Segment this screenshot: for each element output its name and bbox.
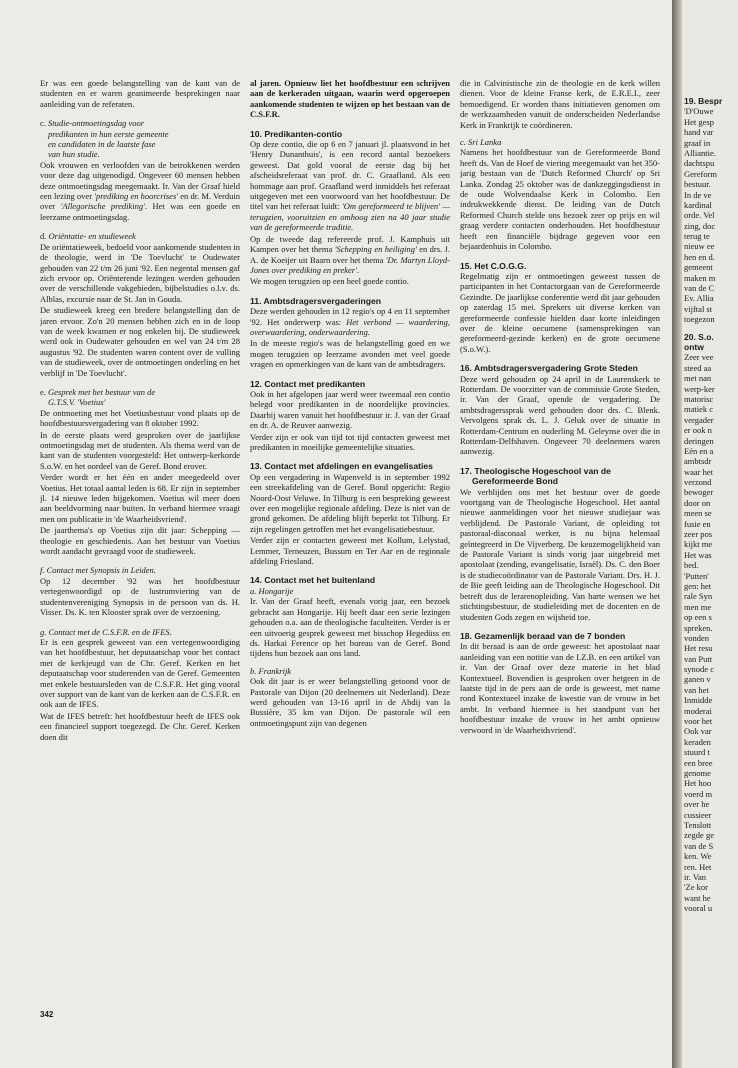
facing-page-line: op een s <box>684 612 712 623</box>
facing-page-line: zegde ge <box>684 830 714 841</box>
facing-page-line: matiek c <box>684 404 714 415</box>
paragraph: In de meeste regio's was de belangstelling goed en we mogen terugzien op leerzame avonden met veel goede vragen en opmerkingen van de kant van de ambtsdragers. <box>250 338 450 370</box>
facing-page-line: want he <box>684 892 711 903</box>
facing-page-edge <box>682 0 738 1068</box>
facing-page-line: ir. Van <box>684 871 707 882</box>
paragraph: Verder zijn er contacten geweest met Kollum, Lelystad, Lemmer, Terneuzen, Bussum en Ter Aar en de regionale afdeling Friesland. <box>250 535 450 567</box>
paragraph: In dit beraad is aan de orde geweest: het apostolaat naar aanleiding van een notitie van de I.Z.B. en een artikel van ir. Van der Graaf over deze materie in het blad Kontextueel. Bovendien is gesproken over hetgeen in de laatste tijd in de pers aan de orde is geweest, met name rond Kontextueel inzake de kwestie van de vrouw in het ambt. In verband hiermee is het standpunt van het hoofdbestuur inzake de vrouw in het ambt opnieuw verwoord in 'de Waarheidsvriend'. <box>460 641 660 735</box>
facing-page-line: gen: het <box>684 580 712 591</box>
paragraph: De jaarthema's op Voetius zijn dit jaar: Schepping — theologie en geschiedenis. Aan het bestuur van Voetius wordt aandacht gevraagd voor de studieweek. <box>40 525 240 557</box>
paragraph: We verblijden ons met het bestuur over de goede voortgang van de Theologische Hogeschool. Het aantal nieuwe aanmeldingen voor het nieuwe studiejaar was verblijdend. De Pastorale Variant, de opleiding tot pastoraal-diaconaal werker, is nu bijna helemaal geïntegreerd in De Vijverberg. De keuzemogelijkheid van de Pastorale Variant is sinds vorig jaar uitgebreid met apostolaat (zending, evangelisatie, Israël). Ds. C. den Boer is de studiecoördinator van de Pastorale Variant. Drs. H. J. de Bie geeft leiding aan de Theologische Hogeschool. Dit betreft dus de lerarenopleiding. Van harte wensen we het stichtingsbestuur, de studieleiding met de docenten en de studenten Gods zegen en wijsheid toe. <box>460 486 660 622</box>
paragraph: Deze werden gehouden in 12 regio's op 4 en 11 september '92. Het onderwerp was: Het verbond — waardering, overwaardering, onderwaardering. <box>250 306 450 337</box>
facing-page-line <box>684 325 738 332</box>
facing-page-line: vergader <box>684 414 714 425</box>
paragraph: De ontmoeting met het Voetiusbestuur vond plaats op de hoofdbestuursvergadering van 8 oktober 1992. <box>40 407 240 429</box>
subsection-heading: c. Sri Lanka <box>460 137 502 148</box>
facing-page-line: fusie en <box>684 518 711 529</box>
paragraph: Ir. Van der Graaf heeft, evenals vorig jaar, een bezoek gebracht aan Hongarije. Hij heeft daar een serie lezingen gehouden o.a. aan de theologische faculteiten. Verder is er een uitvoerig gesprek geweest met bisschop Hegedüss en ds. Harkai Ference op het bureau van de Geref. Bond tijdens hun bezoek aan ons land. <box>250 596 450 659</box>
paragraph: Verder wordt er het één en ander meegedeeld over Voetius. Het totaal aantal leden is 68. Er zijn in september jl. 14 nieuwe leden bijgekomen. Voetius wil meer doen aan beeldvorming naar buiten. In verband hiermee vraagt men om publicatie in 'de Waarheidsvriend'. <box>40 472 240 524</box>
facing-page-line: Het resu <box>684 643 713 654</box>
facing-page-line: met nan <box>684 373 712 384</box>
facing-page-line: van Putt <box>684 653 713 664</box>
facing-page-line: ken. We <box>684 851 712 862</box>
facing-page-line: cussieer <box>684 809 712 820</box>
facing-page-line: synode c <box>684 664 714 675</box>
facing-page-line: over he <box>684 799 710 810</box>
paragraph: In de eerste plaats werd gesproken over de jaarlijkse ontmoetingsdag met de studenten. Als thema werd van de kant van de studenten voorgesteld: Het ontwerp-kerkorde S.o.W. en het oordeel van de Geref. Bond erover. <box>40 429 240 471</box>
paragraph: al jaren. Opnieuw liet het hoofdbestuur een schrijven aan de kerkeraden uitgaan, waarin werd opgeroepen aankomende studenten te wijzen op het bestaan van de C.S.F.R. <box>250 78 450 120</box>
paragraph: De studieweek kreeg een bredere belangstelling dan de jaren ervoor. Zo'n 20 mensen hebben zich en in de loop van de week kwamen er nog enkelen bij. De studieweek werd ook in Oudewater gehouden en wel van 24 t/m 28 augustus '92. De studenten waren content over de vulling van de studieweek, over de ontmoetingen onderling en het verblijf in 'De Toevlucht'. <box>40 305 240 378</box>
facing-page-line: Eén en a <box>684 445 714 456</box>
facing-page-line: bed. <box>684 560 699 571</box>
facing-page-line: zing, doc <box>684 220 716 231</box>
subsection-d-heading: d. Oriëntatie- en studieweek <box>40 231 136 242</box>
facing-page-line: genome <box>684 768 711 778</box>
subsection-heading: a. Hongarije <box>250 585 294 596</box>
facing-page-line: waar het <box>684 466 714 477</box>
text-column-3 <box>460 78 660 1018</box>
section-12-heading: 12. Contact met predikanten <box>250 378 366 389</box>
section-10-heading: 10. Predikanten-contio <box>250 128 343 139</box>
facing-page-line: vijftal st <box>684 303 713 314</box>
facing-page-line: 20. S.o. <box>684 331 714 342</box>
paragraph: Ook vrouwen en verloofden van de betrokkenen werden voor deze dag uitgenodigd. Ongeveer 60 mensen hebben deze ontmoetingsdag meegemaakt. Ir. Van der Graaf hield een lezing over 'prediking en hoorcrises' en dr. M. Verduin over 'Allegorische prediking'. Het was een goede en leerzame ontmoetingsdag. <box>40 159 240 222</box>
facing-page-line: verzond <box>684 477 712 488</box>
facing-page-line: hand var <box>684 127 714 138</box>
facing-page-line: voor het <box>684 716 713 727</box>
subsection-c-heading: c. Studie-ontmoetingsdag voor predikanten in hun eerste gemeente en candidaten in de laatste fase van hun studie. <box>40 118 169 160</box>
facing-page-line: gemeent <box>684 262 713 273</box>
facing-page-line: vooral u <box>684 903 713 914</box>
facing-page-line: matorisc <box>684 393 714 404</box>
facing-page-line: ganen v <box>684 674 711 685</box>
facing-page-line: voerd m <box>684 788 713 799</box>
facing-page-line: een bree <box>684 757 713 768</box>
facing-page-line: door on <box>684 497 711 508</box>
text-column-1 <box>40 78 240 1018</box>
facing-page-line: graaf in <box>684 137 711 148</box>
facing-page-line: stuurd t <box>684 747 710 758</box>
facing-page-line: kardinal <box>684 199 712 210</box>
facing-page-line: kijkt me <box>684 539 713 550</box>
facing-page-line: nieuw ee <box>684 241 715 252</box>
facing-page-line: 'D'Ouwe <box>684 106 714 117</box>
facing-page-line: 'Ze kor <box>684 882 708 893</box>
facing-page-line: Inmidde <box>684 695 713 706</box>
facing-page-line: ambtsdr <box>684 456 712 467</box>
text-column-2 <box>250 78 450 1018</box>
facing-page-line: bestuur. <box>684 179 711 190</box>
paragraph: De oriëntatieweek, bedoeld voor aankomende studenten in de theologie, werd in 'De Toevlucht' te Oudewater gehouden van 22 t/m 26 juni '92. Een negental mensen gaf zich ervoor op. Oriënterende lezingen werden gehouden over de verschillende vakgebieden, bijbelstudies o.l.v. ds. Alblas, excursie naar de St. Jan in Gouda. <box>40 241 240 304</box>
paragraph: Op de tweede dag refereerde prof. J. Kamphuis uit Kampen over het thema 'Schepping en heiliging' en drs. J. A. de Koeijer uit Baarn over het thema 'Dr. Martyn Lloyd-Jones over prediking en preker'. <box>250 233 450 275</box>
paragraph: die in Calvinistische zin de theologie en de kerk willen dienen. Voor de kleine Franse kerk, de E.R.E.I., zeer bemoedigend. Er worden thans initiatieven genomen om de werkzaamheden vanuit de onderscheiden Nederlandse Kerk in Frankrijk te coördineren. <box>460 78 660 130</box>
facing-page-line: Het hoo <box>684 778 712 789</box>
facing-page-line: spreken. <box>684 622 713 633</box>
facing-page-line: vonden <box>684 632 710 643</box>
facing-page-line: meen se <box>684 508 712 519</box>
facing-page-line: Gereform <box>684 168 718 179</box>
facing-page-line: bewoger <box>684 487 714 498</box>
facing-page-text <box>684 96 738 913</box>
facing-page-line: dachtspu <box>684 158 715 169</box>
facing-page-line: terug te <box>684 231 710 242</box>
facing-page-line: toegezon <box>684 314 715 325</box>
section-11-heading: 11. Ambtsdragersvergaderingen <box>250 295 382 306</box>
facing-page-line: In de ve <box>684 189 712 200</box>
facing-page-line: keraden <box>684 736 711 747</box>
paragraph: Wat de IFES betreft: het hoofdbestuur heeft de IFES ook een financieel support toegezegd. De Chr. Geref. Kerken doen dit <box>40 710 240 742</box>
section-14-heading: 14. Contact met het buitenland <box>250 575 376 586</box>
subsection-heading: b. Frankrijk <box>250 665 292 676</box>
paragraph: Op 12 december '92 was het hoofdbestuur vertegenwoordigd op de lustrumviering van de studentenvereniging Synopsis in de persoon van ds. H. Visser. Ds. K. ten Klooster sprak over de verzoening. <box>40 575 240 618</box>
facing-page-line: van de S <box>684 840 714 851</box>
facing-page-line: ren. Het <box>684 861 712 872</box>
page-number: 342 <box>40 1010 54 1019</box>
facing-page-line: Zeer vee <box>684 352 714 363</box>
paragraph: Deze werd gehouden op 24 april in de Laurenskerk te Rotterdam. De voorzitter van de commissie Grote Steden, ir. Van der Graaf, opende de vergadering. De ambtsdragerssprak werd gehouden door drs. C. Blenk. Vervolgens sprak ds. L. J. Geluk over de situatie in Rotterdam-Centrum en ouderling M. Geleynse over die in Rotterdam-Delfshaven. Ongeveer 70 deelnemers waren aanwezig. <box>460 373 660 457</box>
facing-page-line: deringen <box>684 435 714 446</box>
section-18-heading: 18. Gezamenlijk beraad van de 7 bonden <box>460 630 626 641</box>
paragraph: Op deze contio, die op 6 en 7 januari jl. plaatsvond in het 'Henry Dunanthuis', is een record aantal bezoekers geweest. Dat gold vooral de eerste dag bij het afscheidsreferaat van prof. dr. C. Graafland. Als een hommage aan prof. Graafland werd inmiddels het referaat uitgegeven met een voorwoord van het hoofdbestuur. De titel van het referaat luidt: 'Om gereformeerd te blijven' — terugzien, vooruitzien en omhoog zien na 40 jaar studie van de gereformeerde traditie. <box>250 139 450 233</box>
paragraph: Verder zijn er ook van tijd tot tijd contacten geweest met predikanten in moeilijke gemeentelijke situaties. <box>250 431 450 452</box>
facing-page-line: van het <box>684 684 709 695</box>
facing-page-line: Ook var <box>684 726 712 737</box>
facing-page-line: moderai <box>684 705 712 716</box>
facing-page-line: hen en d. <box>684 251 715 262</box>
facing-page-line: 19. Bespr <box>684 96 723 106</box>
subsection-g-heading: g. Contact met de C.S.F.R. en de IFES. <box>40 626 172 637</box>
paragraph: We mogen terugzien op een heel goede contio. <box>250 276 409 287</box>
facing-page-line: men me <box>684 601 712 612</box>
facing-page-line: er ook n <box>684 425 712 436</box>
facing-page-line: rale Syn <box>684 591 713 602</box>
facing-page-line: werp-ker <box>684 383 715 394</box>
facing-page-line: zeer pos <box>684 529 713 540</box>
facing-page-line: orde. Vel <box>684 210 715 221</box>
facing-page-line: Het gesp <box>684 116 714 127</box>
facing-page-line: steed aa <box>684 362 712 373</box>
subsection-e-heading: e. Gesprek met het bestuur van de G.T.S.V. 'Voetius' <box>40 386 156 408</box>
paragraph: Regelmatig zijn er ontmoetingen geweest tussen de participanten in het Contactorgaan van de Gereformeerde Gezindte. De jaarlijkse conferentie werd dit jaar gehouden op zaterdag 15 mei. Sprekers uit diverse kerken van gereformeerde confessie hielden daar korte inleidingen over de kleine oecumene (samensprekingen van gereformeerd-gezinde kerken) en de grote oecumene (S.o.W.). <box>460 270 660 354</box>
paragraph: Namens het hoofdbestuur van de Gereformeerde Bond heeft ds. Van de Hoef de viering meegemaakt van het 350-jarig bestaan van de 'Dutch Reformed Church' op Sri Lanka. Zondag 25 oktober was de dankzeggingsdienst in de oude Wolvendaalse Kerk in Colombo. Een indrukwekkende dienst. De leiding van de Dutch Reformed Church stelde ons bezoek zeer op prijs en wil graag verdere contacten onderhouden. Het hoofdbestuur heeft een financiële bijdrage gegeven voor een bejaardenhuis in Colombo. <box>460 147 660 252</box>
section-15-heading: 15. Het C.O.G.G. <box>460 260 527 271</box>
paragraph: Op een vergadering in Wapenveld is in september 1992 een streekafdeling van de Geref. Bond opgericht: Regio Noord-Oost Veluwe. In Tilburg is een bespreking geweest over een mogelijke regionale afdeling. Deze is niet van de grond gekomen. De afdeling blijft beperkt tot Tilburg. Er zijn regelingen getroffen met het evangelisatiebestuur. <box>250 471 450 534</box>
subsection-f-heading: f. Contact met Synopsis in Leiden. <box>40 565 156 576</box>
facing-page-line: Tenslott <box>684 819 712 830</box>
book-gutter <box>672 0 682 1068</box>
section-13-heading: 13. Contact met afdelingen en evangelisaties <box>250 461 433 472</box>
section-17-heading: 17. Theologische Hogeschool van de Gereformeerde Bond <box>460 465 611 487</box>
facing-page-line: 'Putten' <box>684 570 709 581</box>
paragraph: Er was een goede belangstelling van de kant van de studenten en er waren geanimeerde besprekingen naar aanleiding van de referaten. <box>40 78 240 109</box>
paragraph: Er is een gesprek geweest van een vertegenwoordiging van het hoofdbestuur, het deputaatschap voor het contact met de kerkjeugd van de Chr. Geref. Kerken en het deputaatschap voor studerenden van de Geref. Gemeenten met enkele bestuursleden van de C.S.F.R. Het ging vooral over support van de kant van de kerken aan de C.S.F.R. en ook aan de IFES. <box>40 636 240 710</box>
section-16-heading: 16. Ambtsdragersvergadering Grote Steden <box>460 363 638 374</box>
facing-page-line: Het was <box>684 549 712 560</box>
facing-page-line: van de C <box>684 283 715 294</box>
paragraph: Ook dit jaar is er weer belangstelling getoond voor de Pastorale van Dijon (20 deelnemers uit Nederland). Deze werd gehouden van 13-16 april in de Abdij van la Bussière, 35 km van Dijon. De pastorale wil een ontmoetingspunt zijn van degenen <box>250 676 450 728</box>
facing-page-line: Alliantie. <box>684 147 716 158</box>
facing-page-line: maken m <box>684 272 716 283</box>
facing-page-line: Ev. Allia <box>684 293 714 304</box>
paragraph: Ook in het afgelopen jaar werd weer tweemaal een contio belegd voor predikanten in de noordelijke provincies. Daarbij waren vanuit het hoofdbestuur ir. J. van der Graaf en dr. A. de Reuver aanwezig. <box>250 388 450 431</box>
facing-page-line: ontw <box>684 341 704 352</box>
